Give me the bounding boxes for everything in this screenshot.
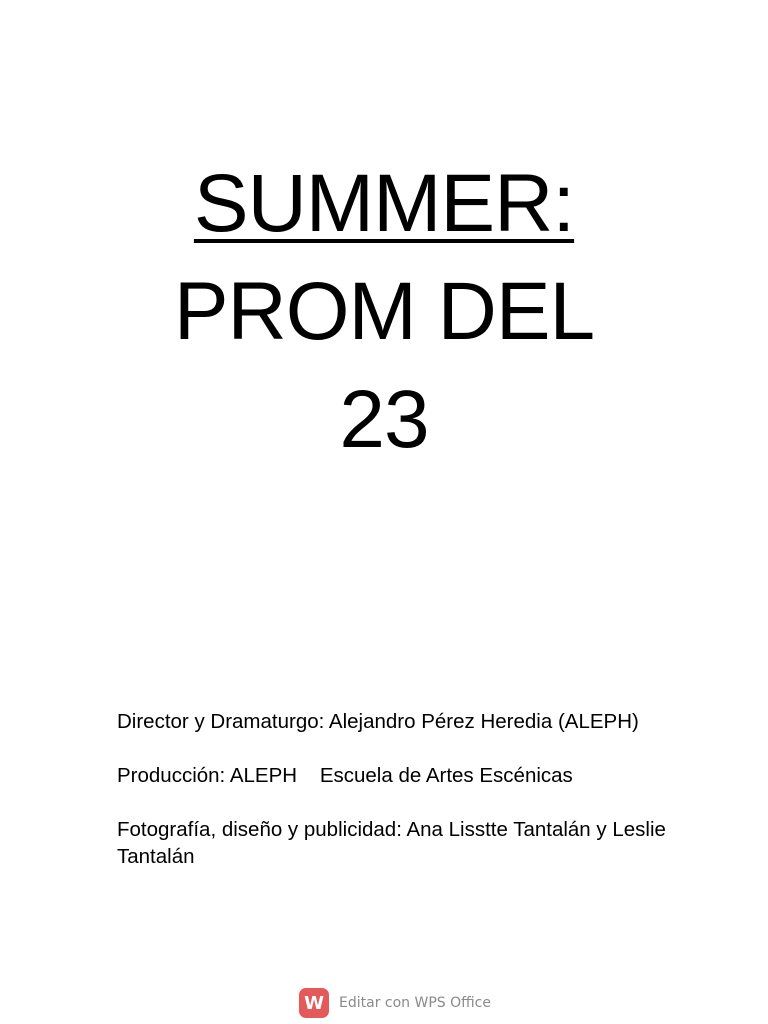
document-title: [0, 150, 768, 474]
credits-section: [117, 708, 677, 897]
title-line-2: PROM DEL: [173, 266, 595, 357]
wps-watermark[interactable]: [299, 988, 491, 1018]
watermark-text: Editar con WPS Office: [339, 995, 491, 1011]
title-line-3: 23: [339, 374, 429, 465]
credit-director: Director y Dramaturgo: Alejandro Pérez Heredia (ALEPH): [117, 710, 639, 733]
credit-production: Producción: ALEPH Escuela de Artes Escénicas: [117, 764, 573, 787]
credit-photography: Fotografía, diseño y publicidad: Ana Lisstte Tantalán y Leslie Tantalán: [117, 818, 672, 868]
wps-logo-icon: W: [299, 988, 329, 1018]
title-line-1: SUMMER:: [193, 158, 575, 249]
